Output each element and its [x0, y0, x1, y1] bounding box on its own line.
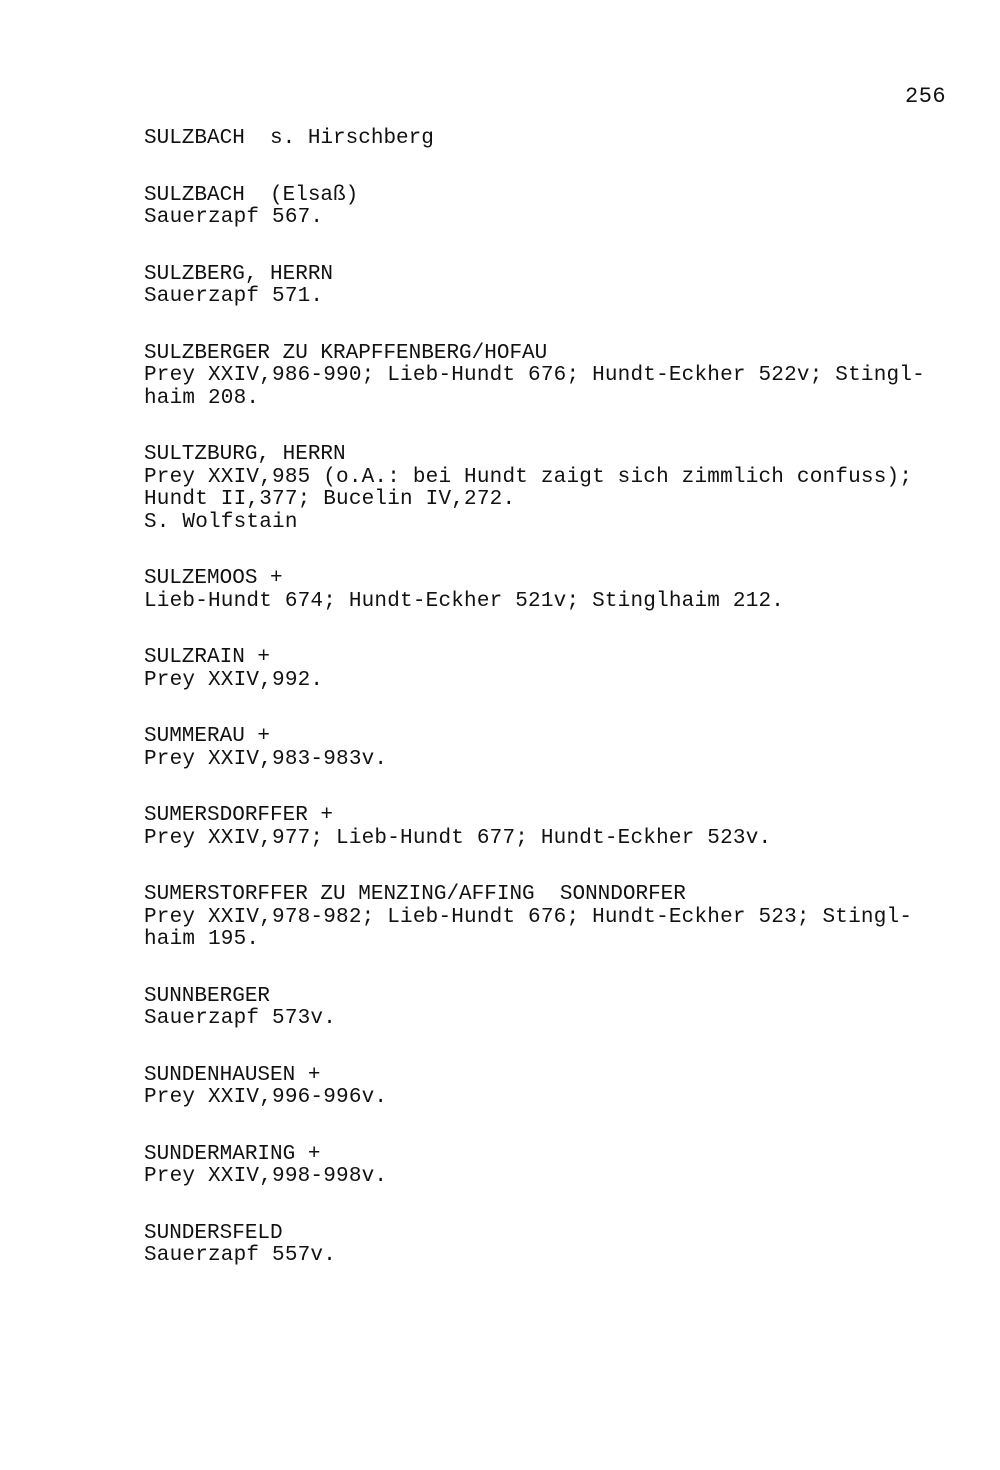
entry-heading: SUMERSDORFFER + [144, 804, 334, 827]
entry-heading: SUNDENHAUSEN + [144, 1063, 321, 1087]
entry-reference: haim 195. [144, 928, 260, 951]
entry-summerau [144, 726, 974, 771]
entry-sultzburg-herrn [144, 444, 974, 534]
entry-sumerstorffer [144, 884, 974, 952]
entry-reference: Sauerzapf 567. [144, 206, 324, 229]
entry-heading: SUMMERAU + [144, 725, 271, 748]
entry-sulzberger [144, 343, 974, 411]
entry-heading: SULZRAIN + [144, 646, 271, 669]
entry-heading: SUMERSTORFFER ZU MENZING/AFFING SONNDORFER [144, 883, 686, 906]
entry-sulzbach-hirschberg [144, 128, 974, 151]
entry-heading: SULZBERGER ZU KRAPFFENBERG/HOFAU [144, 341, 548, 365]
entry-reference: Prey XXIV,998-998v. [144, 1165, 388, 1188]
entry-heading: SUNDERSFELD [144, 1221, 283, 1245]
entry-heading: SULZBACH s. Hirschberg [144, 127, 434, 150]
entry-heading: SUNDERMARING + [144, 1142, 321, 1166]
entry-list [144, 128, 974, 1302]
entry-reference: Prey XXIV,992. [144, 668, 324, 692]
entry-see-also: S. Wolfstain [144, 510, 298, 534]
entry-reference: Sauerzapf 573v. [144, 1007, 337, 1030]
entry-sundersfeld [144, 1223, 974, 1268]
entry-reference: Prey XXIV,985 (o.A.: bei Hundt zaigt sich zimmlich confuss); [144, 465, 913, 489]
entry-reference: Prey XXIV,983-983v. [144, 747, 388, 771]
entry-reference: Sauerzapf 571. [144, 285, 324, 308]
entry-sunnberger [144, 986, 974, 1031]
entry-reference: haim 208. [144, 386, 260, 410]
entry-heading: SUNNBERGER [144, 984, 271, 1008]
entry-heading: SULZBACH (Elsaß) [144, 183, 359, 207]
entry-reference: Hundt II,377; Bucelin IV,272. [144, 488, 516, 511]
entry-sulzbach-elsass [144, 185, 974, 230]
entry-reference: Prey XXIV,978-982; Lieb-Hundt 676; Hundt-Eckher 523; Stingl- [144, 905, 913, 929]
entry-reference: Lieb-Hundt 674; Hundt-Eckher 521v; Stinglhaim 212. [144, 589, 785, 613]
entry-sulzrain [144, 647, 974, 692]
entry-reference: Sauerzapf 557v. [144, 1244, 337, 1267]
page-number: 256 [905, 84, 947, 109]
entry-sundenhausen [144, 1065, 974, 1110]
entry-heading: SULZBERG, HERRN [144, 262, 334, 286]
entry-reference: Prey XXIV,977; Lieb-Hundt 677; Hundt-Eckher 523v. [144, 826, 772, 850]
entry-sulzemoos [144, 568, 974, 613]
entry-heading: SULZEMOOS + [144, 567, 283, 590]
entry-reference: Prey XXIV,996-996v. [144, 1086, 388, 1109]
entry-sumersdorffer [144, 805, 974, 850]
entry-sulzberg-herrn [144, 264, 974, 309]
entry-heading: SULTZBURG, HERRN [144, 443, 346, 466]
entry-sundermaring [144, 1144, 974, 1189]
entry-reference: Prey XXIV,986-990; Lieb-Hundt 676; Hundt-Eckher 522v; Stingl- [144, 364, 925, 387]
